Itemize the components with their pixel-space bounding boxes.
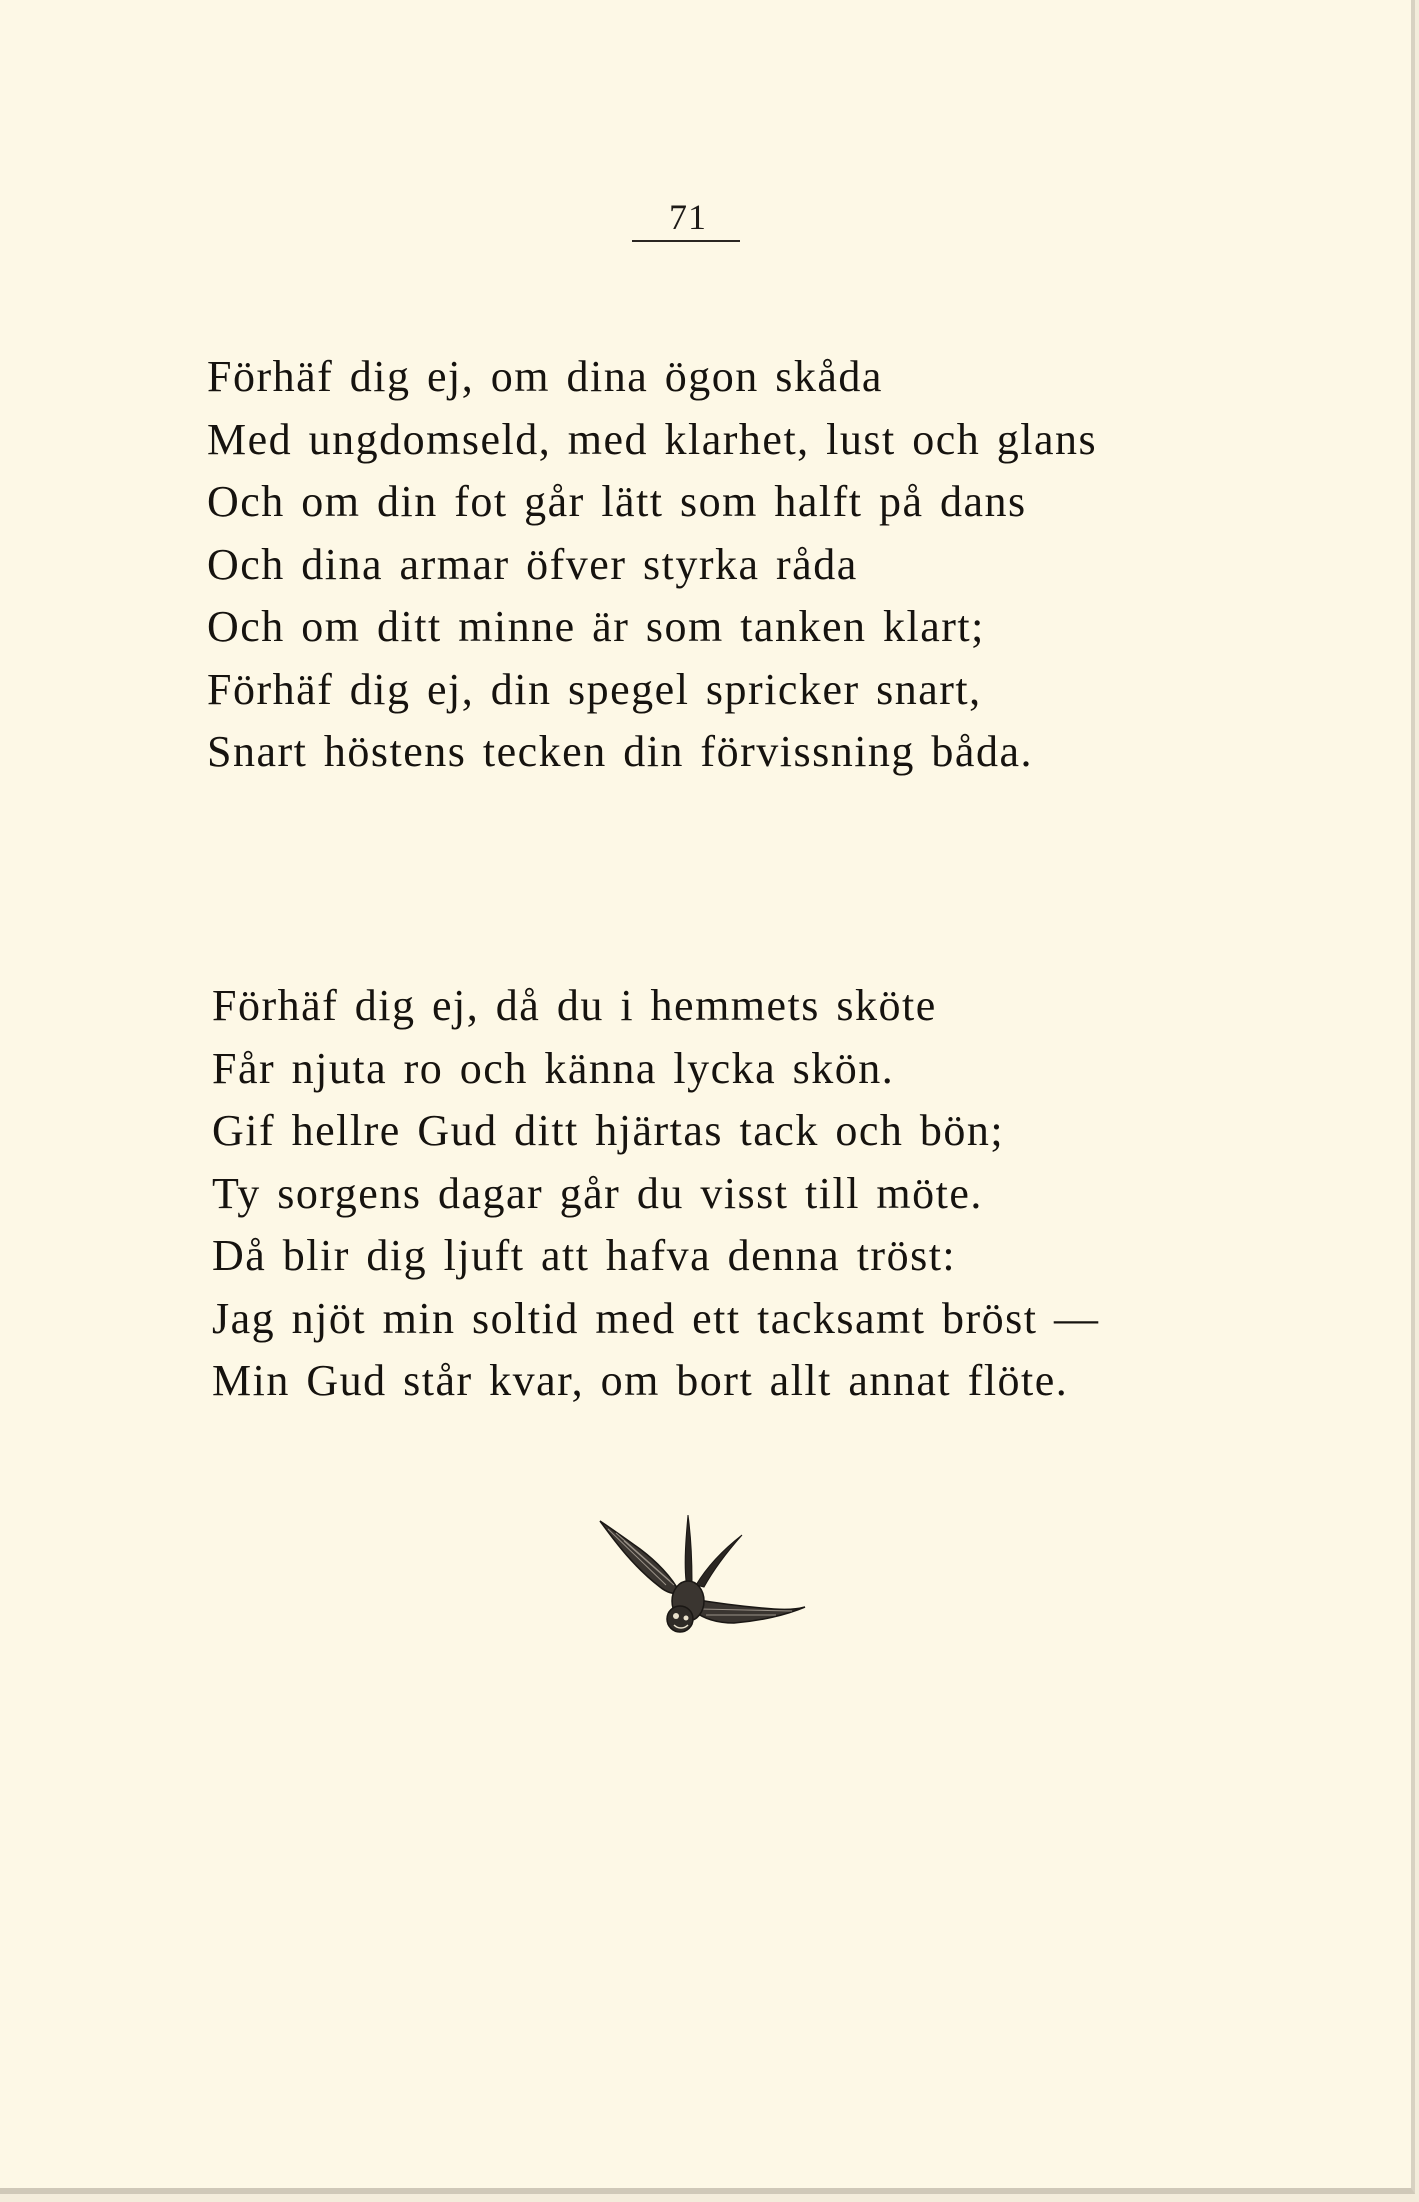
page-number-rule <box>632 240 740 242</box>
verse-line: Och dina armar öfver styrka råda <box>207 539 858 589</box>
stanza-1 <box>207 346 1097 784</box>
page-number: 71 <box>669 197 707 237</box>
verse-line: Förhäf dig ej, din spegel spricker snart, <box>207 664 982 714</box>
verse-line: Jag njöt min soltid med ett tacksamt bröst — <box>212 1293 1100 1343</box>
verse-line: Förhäf dig ej, då du i hemmets sköte <box>212 981 937 1030</box>
verse-line: Gif hellre Gud ditt hjärtas tack och bön; <box>212 1106 1005 1155</box>
verse-line: Och om ditt minne är som tanken klart; <box>207 602 985 651</box>
verse-line: Då blir dig ljuft att hafva denna tröst: <box>212 1231 957 1280</box>
verse-line: Med ungdomseld, med klarhet, lust och glans <box>207 414 1098 464</box>
verse-line: Ty sorgens dagar går du visst till möte. <box>212 1168 983 1218</box>
stanza-2 <box>212 975 1099 1413</box>
swallow-icon <box>596 1515 806 1650</box>
verse-line: Min Gud står kvar, om bort allt annat flöte. <box>212 1356 1069 1405</box>
verse-line: Snart höstens tecken din förvissning båda. <box>207 727 1033 776</box>
verse-line: Och om din fot går lätt som halft på dans <box>207 477 1027 526</box>
verse-line: Förhäf dig ej, om dina ögon skåda <box>207 352 883 401</box>
verse-line: Får njuta ro och känna lycka skön. <box>212 1043 895 1093</box>
